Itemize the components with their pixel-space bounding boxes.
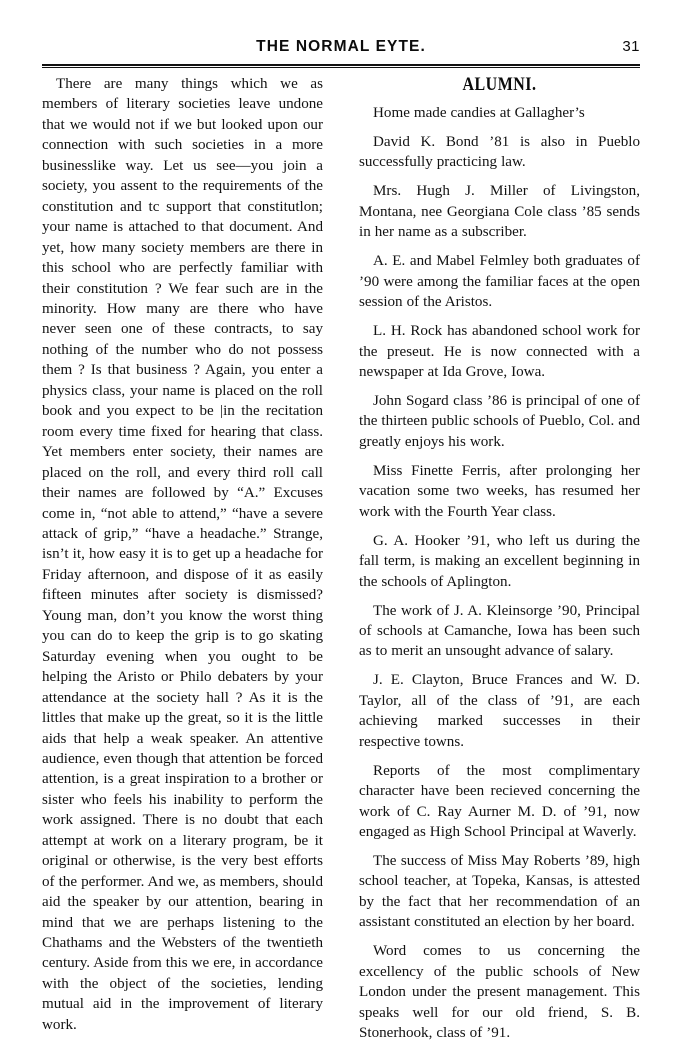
alumni-item: J. E. Clayton, Bruce Frances and W. D. Taylor, all of the class of ’91, are each achieving marked successes in their respective towns. [359,672,640,750]
alumni-item: The success of Miss May Roberts ’89, high school teacher, at Topeka, Kansas, is attested by the fact that her recommendation of an assistant constituted an election by her board. [359,853,640,931]
right-column [359,74,641,1042]
alumni-item: Home made candies at Gallagher’s [373,105,585,121]
alumni-item: G. A. Hooker ’91, who left us during the fall term, is making an excellent beginning in the schools of Aplington. [359,532,640,590]
header-rule-thick [42,64,640,66]
left-column [42,74,323,1033]
alumni-item: David K. Bond ’81 is also in Pueblo successfully practicing law. [359,133,640,171]
running-head [42,38,640,64]
alumni-item: The work of J. A. Kleinsorge ’90, Principal of schools at Camanche, Iowa has been such as to merit an unsought advance of salary. [359,602,640,660]
alumni-item: Word comes to us concerning the excellency of the public schools of New London under the present management. This speaks well for our old friend, S. B. Stonerhook, class of ’91. [359,943,640,1042]
alumni-item: Miss Finette Ferris, after prolonging her vacation some two weeks, has resumed her work with the Fourth Year class. [359,462,640,520]
header-double-rule [42,64,640,68]
page-number: 31 [622,38,640,55]
alumni-section-heading: ALUMNI. [462,74,537,95]
alumni-item: A. E. and Mabel Felmley both graduates of ’90 were among the familiar faces at the open session of the Aristos. [359,253,640,311]
alumni-item: Reports of the most complimentary character have been recieved concerning the work of C. Ray Aurner M. D. of ’91, now engaged as High School Principal at Waverly. [359,762,640,841]
body-columns [42,74,641,1042]
left-column-paragraph: There are many things which we as members of literary societies leave undone that we would not if we but looked upon our connection with such societies in a more businesslike way. Let us see—you join a society, you assent to the requirements of the constitution and tc support that constitutlon; your name is attached to that document. And yet, how many society members are there in this school who are perfectly familiar with their constitution ? We fear such are in the minority. How many are there who have never seen one of these contracts, to say nothing of the number who do not possess them ? Is that business ? Again, you enter a physics class, your name is placed on the roll book and you expect to be |in the recitation room every time fixed for hearing that class. Yet members enter society, their names are placed on the roll, and every third roll call their names are followed by “A.” Excuses come in, “not able to attend,” “have a severe attack of grip,” “have a headache.” Strange, isn’t it, how easy it is to get up a headache for Friday afternoon, and dispose of it as easily fifteen minutes after society is dismissed? Young man, don’t you know the worst thing you can do to keep the grip is to go skating Saturday evening when you ought to be helping the Aristo or Philo debaters by your attendance at the society hall ? As it is the littles that make up the great, so it is the little aids that help a weak speaker. An attentive audience, even though that attention be forced attention, is a great inspiration to a brother or sister who feels his inability to perform the work assigned. There is no doubt that each attempt at work on a literary program, be it original or otherwise, is the very best efforts of the performer. And we, as members, should aid the speaker by our attention, bearing in mind that we are perhaps listening to the Chathams and the Websters of the twentieth century. Aside from this we ere, in accordance with the object of the societies, lending mutual aid in the improvement of literary work. [42,76,323,1033]
alumni-item: L. H. Rock has abandoned school work for the preseut. He is now connected with a newspaper at Ida Grove, Iowa. [359,323,640,380]
publication-title: THE NORMAL EYTE. [256,38,426,55]
alumni-item: Mrs. Hugh J. Miller of Livingston, Montana, nee Georgiana Cole class ’85 sends in her name as a subscriber. [359,183,640,241]
alumni-item: John Sogard class ’86 is principal of one of the thirteen public schools of Pueblo, Col. and greatly enjoys his work. [359,392,641,450]
header-rule-thin [42,67,640,68]
